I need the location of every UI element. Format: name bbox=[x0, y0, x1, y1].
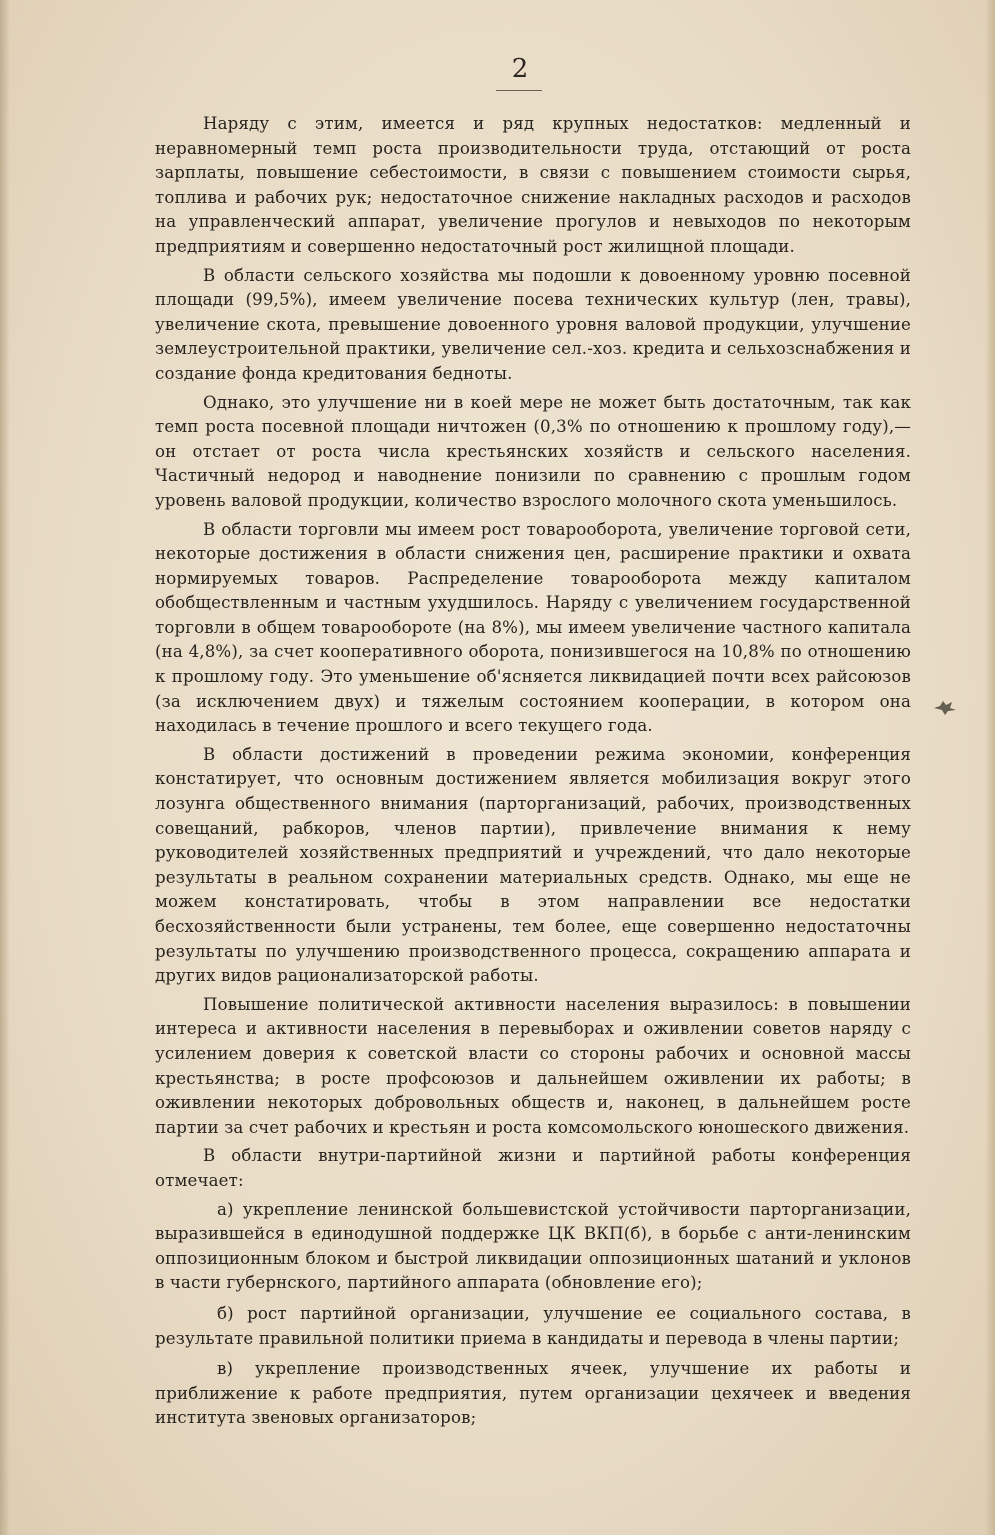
paragraph: Повышение политической активности населения выразилось: в повышении интереса и активности населения в перевыборах и оживлении советов наряду с усилением доверия к советской власти со стороны рабочих и основной массы крестьянства; в росте профсоюзов и дальнейшем оживлении их работы; в оживлении некоторых добровольных обществ и, наконец, в дальнейшем росте партии за счет рабочих и крестьян и роста комсомольского юношеского движения. bbox=[155, 994, 911, 1137]
paragraph: В области торговли мы имеем рост товарооборота, увеличение торговой сети, некоторые достижения в области снижения цен, расширение практики и охвата нормируемых товаров. Распределение товарооборота между капиталом обобществленным и частным ухудшилось. Наряду с увеличением государственной торговли в общем товарообороте (на 8%), мы имеем увеличение частного капитала (на 4,8%), за счет кооперативного оборота, понизившегося на 10,8% по отношению к прошлому году. Это уменьшение об'ясняется ликвидацией почти всех райсоюзов (за исключением двух) и тяжелым состоянием кооперации, в котором она находилась в течение прошлого и всего текущего года. bbox=[155, 519, 911, 736]
list-item: а) укрепление ленинской большевистской устойчивости парторганизации, выразившейся в единодушной поддержке ЦК ВКП(б), в борьбе с анти-ленинским оппозиционным блоком и быстрой ликвидации оппозиционных шатаний и уклонов в части губернского, партийного аппарата (обновление его); bbox=[155, 1199, 911, 1293]
paragraph: Наряду с этим, имеется и ряд крупных недостатков: медленный и неравномерный темп роста производительности труда, отстающий от роста зарплаты, повышение себестоимости, в связи с повышением стоимости сырья, топлива и рабочих рук; недостаточное снижение накладных расходов и расходов на управленческий аппарат, увеличение прогулов и невыходов по некоторым предприятиям и совершенно недостаточный рост жилищной площади. bbox=[155, 114, 911, 256]
page-number-underline bbox=[496, 90, 542, 91]
page-edge-right bbox=[985, 0, 995, 1535]
ink-blot-mark bbox=[932, 698, 958, 716]
paragraph: В области внутри-партийной жизни и партийной работы конференция отмечает: bbox=[155, 1146, 911, 1190]
list-item: в) укрепление производственных ячеек, улучшение их работы и приближение к работе предприятия, путем организации цехячеек и введения института звеновых организаторов; bbox=[155, 1359, 911, 1428]
paragraph: Однако, это улучшение ни в коей мере не может быть достаточным, так как темп роста посевной площади ничтожен (0,3% по отношению к прошлому году),—он отстает от роста числа крестьянских хозяйств и сельского населения. Частичный недород и наводнение понизили по сравнению с прошлым годом уровень валовой продукции, количество взрослого молочного скота уменьшилось. bbox=[155, 392, 911, 510]
list-item: б) рост партийной организации, улучшение ее социального состава, в результате правильной политики приема в кандидаты и перевода в члены партии; bbox=[155, 1303, 911, 1348]
page-number: 2 bbox=[511, 54, 529, 84]
paragraph: В области сельского хозяйства мы подошли к довоенному уровню посевной площади (99,5%), имеем увеличение посева технических культур (лен, травы), увеличение скота, превышение довоенного уровня валовой продукции, улучшение землеустроительной практики, увеличение сел.-хоз. кредита и сельхозснабжения и создание фонда кредитования бедноты. bbox=[155, 265, 911, 383]
paragraph: В области достижений в проведении режима экономии, конференция констатирует, что основным достижением является мобилизация вокруг этого лозунга общественного внимания (парторганизаций, рабочих, производственных совещаний, рабкоров, членов партии), привлечение внимания к нему руководителей хозяйственных предприятий и учреждений, что дало некоторые результаты в реальном сохранении материальных средств. Однако, мы еще не можем констатировать, чтобы в этом направлении все недостатки бесхозяйственности были устранены, тем более, еще совершенно недостаточны результаты по улучшению производственного процесса, сокращению аппарата и других видов рационализаторской работы. bbox=[155, 744, 911, 986]
page-edge-left bbox=[0, 0, 10, 1535]
body-text bbox=[155, 112, 911, 1437]
